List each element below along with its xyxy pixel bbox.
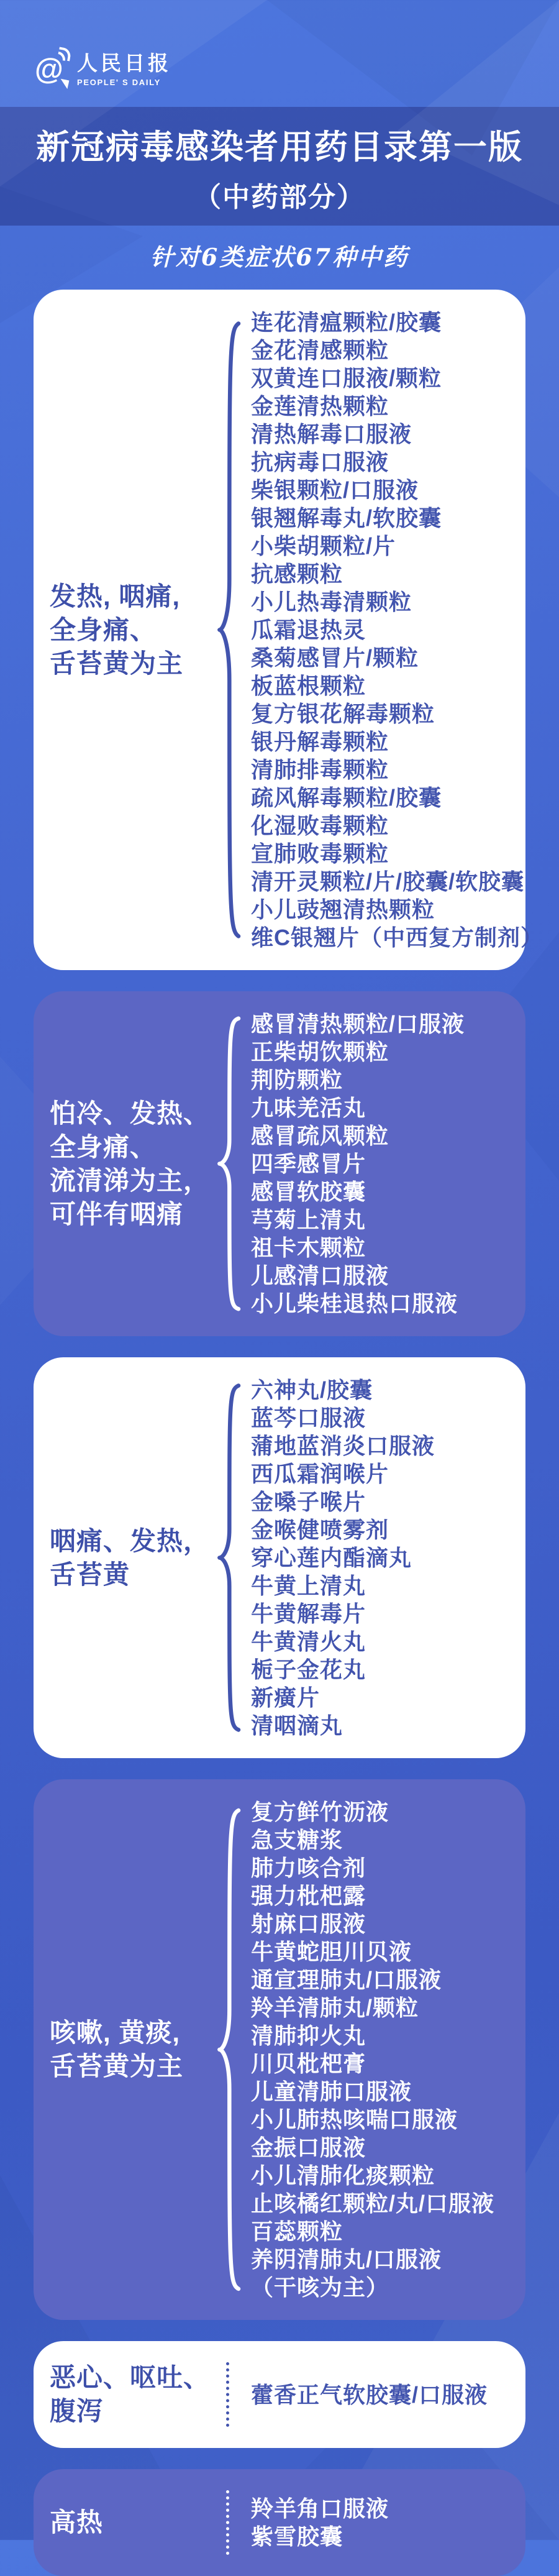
medicine-item: 金莲清热颗粒 [251, 393, 389, 419]
medicine-item: 蒲地蓝消炎口服液 [251, 1433, 435, 1459]
symptom-card-3 [34, 1357, 525, 1758]
medicine-item: 六神丸/胶囊 [251, 1377, 373, 1403]
symptom-label-line: 咳嗽, 黄痰, [50, 2018, 181, 2047]
curly-brace-icon [216, 1012, 241, 1315]
symptom-label [34, 580, 216, 681]
page-subtitle: （中药部分） [194, 182, 365, 213]
medicine-item: 祖卡木颗粒 [251, 1235, 366, 1260]
medicine-item: 银丹解毒颗粒 [251, 729, 389, 754]
medicine-item: 肺力咳合剂 [251, 1855, 366, 1881]
medicine-item: 紫雪胶囊 [251, 2524, 343, 2549]
medicine-item: 柴银颗粒/口服液 [251, 477, 419, 503]
medicine-item: 小儿肺热咳喘口服液 [251, 2107, 458, 2132]
medicine-item: 急支糖浆 [251, 1827, 343, 1853]
symptom-label [34, 2361, 216, 2428]
medicine-item: 小柴胡颗粒/片 [251, 533, 396, 559]
medicine-item: 栀子金花丸 [251, 1657, 366, 1682]
divider [216, 1012, 241, 1315]
medicine-item: 穿心莲内酯滴丸 [251, 1545, 412, 1570]
symptom-label-line: 舌苔黄为主 [50, 2051, 184, 2081]
medicine-item: 清热解毒口服液 [251, 421, 412, 447]
medicine-item: 板蓝根颗粒 [251, 673, 366, 699]
medicine-item: 桑菊感冒片/颗粒 [251, 645, 419, 671]
symptom-label-line: 发热, 咽痛, [50, 581, 181, 611]
dotted-divider [226, 2490, 229, 2555]
medicine-item: 维C银翘片（中西复方制剂） [251, 925, 543, 950]
medicine-item: 抗病毒口服液 [251, 449, 389, 475]
medicine-item: 清咽滴丸 [251, 1713, 343, 1738]
divider [216, 311, 241, 949]
symptom-card-2 [34, 991, 525, 1336]
symptom-label-line: 怕冷、发热、 [50, 1098, 211, 1128]
sound-wave-icon [57, 47, 71, 61]
medicine-item: 正柴胡饮颗粒 [251, 1039, 389, 1065]
title-band [0, 107, 559, 226]
medicine-item: 金花清感颗粒 [251, 337, 389, 363]
symptom-label-line: 流清涕为主， [50, 1165, 211, 1195]
medicine-item: 小儿热毒清颗粒 [251, 589, 412, 615]
medicine-item: 金振口服液 [251, 2135, 366, 2160]
header [0, 0, 559, 88]
medicine-item: 新癀片 [251, 1685, 320, 1710]
divider [216, 2362, 241, 2427]
symptom-label-line: 恶心、呕吐、 [50, 2363, 211, 2392]
logo-chinese-name: 人民日报 [77, 52, 171, 75]
medicine-item: 感冒软胶囊 [251, 1179, 366, 1204]
logo-english-name: PEOPLE' S DAILY [77, 78, 161, 87]
medicine-list [251, 1010, 465, 1318]
tagline: 针对6类症状67种中药 [150, 243, 409, 271]
page-title: 新冠病毒感染者用药目录第一版 [36, 129, 523, 166]
symptom-card-1 [34, 290, 543, 970]
symptom-label-line: 腹泻 [50, 2396, 104, 2426]
symptom-label [34, 1097, 216, 1231]
symptom-label-line: 可伴有咽痛 [50, 1199, 184, 1229]
symptom-card-5 [34, 2341, 525, 2448]
divider [216, 1800, 241, 2299]
medicine-item: 双黄连口服液/颗粒 [251, 365, 442, 391]
medicine-item: 通宣理肺丸/口服液 [251, 1967, 442, 1992]
medicine-item: 小儿清肺化痰颗粒 [251, 2163, 435, 2188]
symptom-card-4 [34, 1779, 525, 2320]
peoples-daily-logo [35, 52, 559, 88]
at-broadcast-icon: @ [35, 52, 70, 88]
medicine-item: 养阴清肺丸/口服液 [251, 2247, 442, 2272]
medicine-item: 羚羊清肺丸/颗粒 [251, 1995, 419, 2020]
medicine-item: 清肺抑火丸 [251, 2023, 366, 2048]
medicine-item: 牛黄清火丸 [251, 1629, 366, 1654]
medicine-item: 化湿败毒颗粒 [251, 813, 389, 838]
curly-brace-icon [216, 311, 241, 949]
symptom-label-line: 舌苔黄为主 [50, 648, 184, 678]
curly-brace-icon [216, 1378, 241, 1737]
symptom-cards [0, 290, 559, 2576]
medicine-item: 芎菊上清丸 [251, 1207, 366, 1232]
medicine-item: 牛黄上清丸 [251, 1573, 366, 1598]
medicine-item: 连花清瘟颗粒/胶囊 [251, 309, 442, 335]
medicine-item: 蓝芩口服液 [251, 1405, 366, 1431]
medicine-item: 金嗓子喉片 [251, 1489, 366, 1515]
medicine-item: 四季感冒片 [251, 1151, 366, 1176]
medicine-item: 藿香正气软胶囊/口服液 [251, 2381, 488, 2408]
symptom-label [34, 2016, 216, 2083]
medicine-item: 九味羌活丸 [251, 1095, 366, 1121]
medicine-item: （干咳为主） [251, 2275, 389, 2300]
medicine-item: 射麻口服液 [251, 1911, 366, 1937]
medicine-item: 复方鲜竹沥液 [251, 1799, 389, 1825]
medicine-item: 抗感颗粒 [251, 561, 343, 587]
symptom-label-line: 舌苔黄 [50, 1559, 130, 1589]
medicine-item: 西瓜霜润喉片 [251, 1461, 389, 1487]
medicine-item: 止咳橘红颗粒/丸/口服液 [251, 2191, 495, 2216]
medicine-list [251, 1798, 494, 2301]
speech-tail-icon [59, 79, 70, 89]
divider [216, 2490, 241, 2555]
medicine-list [251, 308, 543, 951]
medicine-item: 银翘解毒丸/软胶囊 [251, 505, 442, 531]
symptom-label-line: 咽痛、发热， [50, 1526, 211, 1556]
medicine-item: 清肺排毒颗粒 [251, 757, 389, 782]
medicine-item: 百蕊颗粒 [251, 2219, 343, 2244]
medicine-item: 宣肺败毒颗粒 [251, 841, 389, 866]
medicine-list [251, 2381, 488, 2409]
medicine-item: 强力枇杷露 [251, 1883, 366, 1909]
medicine-item: 清开灵颗粒/片/胶囊/软胶囊 [251, 869, 525, 894]
symptom-label-line: 全身痛、 [50, 615, 157, 644]
medicine-list [251, 1376, 435, 1739]
medicine-item: 瓜霜退热灵 [251, 617, 366, 643]
medicine-item: 儿童清肺口服液 [251, 2079, 412, 2104]
symptom-label-line: 高热 [50, 2508, 104, 2537]
curly-brace-icon [216, 1800, 241, 2299]
medicine-item: 感冒清热颗粒/口服液 [251, 1011, 465, 1037]
medicine-item: 小儿柴桂退热口服液 [251, 1291, 458, 1316]
medicine-item: 小儿豉翘清热颗粒 [251, 897, 435, 922]
symptom-label [34, 2506, 216, 2539]
medicine-item: 羚羊角口服液 [251, 2496, 389, 2521]
medicine-item: 儿感清口服液 [251, 1263, 389, 1288]
medicine-item: 牛黄解毒片 [251, 1601, 366, 1626]
medicine-item: 金喉健喷雾剂 [251, 1517, 389, 1542]
dotted-divider [226, 2362, 229, 2427]
medicine-item: 川贝枇杷膏 [251, 2051, 366, 2076]
symptom-label [34, 1524, 216, 1592]
medicine-item: 复方银花解毒颗粒 [251, 701, 435, 727]
symptom-card-6 [34, 2469, 525, 2576]
medicine-item: 感冒疏风颗粒 [251, 1123, 389, 1148]
medicine-item: 疏风解毒颗粒/胶囊 [251, 785, 442, 810]
medicine-list [251, 2495, 389, 2551]
medicine-item: 荆防颗粒 [251, 1067, 343, 1093]
medicine-item: 牛黄蛇胆川贝液 [251, 1939, 412, 1964]
divider [216, 1378, 241, 1737]
symptom-label-line: 全身痛、 [50, 1132, 157, 1162]
